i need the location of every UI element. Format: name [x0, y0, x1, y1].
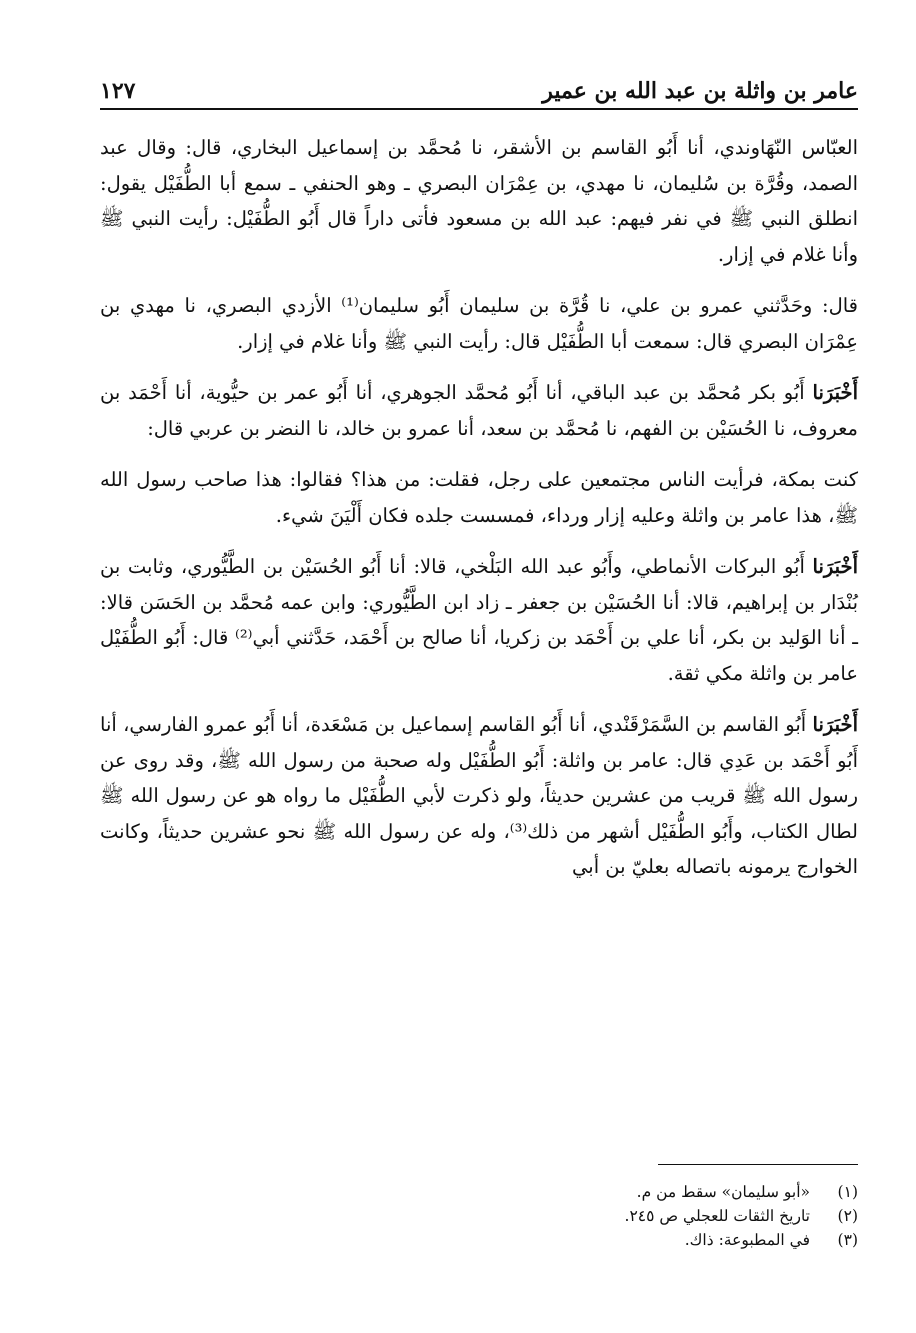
header-divider	[100, 108, 858, 110]
running-header	[100, 60, 858, 104]
footnote-divider	[658, 1164, 858, 1165]
main-text	[100, 130, 858, 901]
paragraph-6	[100, 707, 858, 885]
footnote-number: (١)	[837, 1183, 858, 1201]
paragraph-lead: أَخْبَرَنا	[812, 381, 858, 404]
footnote-2	[100, 1204, 858, 1228]
footnote-number: (٣)	[837, 1231, 858, 1249]
paragraph-lead: أَخْبَرَنا	[812, 555, 858, 578]
footnote-number: (٢)	[837, 1207, 858, 1225]
footnote-text: «أبو سليمان» سقط من م.	[636, 1183, 810, 1201]
paragraph-2	[100, 288, 858, 359]
header-title: عامر بن واثلة بن عبد الله بن عمير	[542, 78, 858, 104]
paragraph-text: كنت بمكة، فرأيت الناس مجتمعين على رجل، فقلت: من هذا؟ فقالوا: هذا صاحب رسول الله ﷺ، هذا عامر بن واثلة وعليه إزار ورداء، فمسست جلده فكان أَلْيَنَ شيء.	[100, 468, 858, 527]
footnote-text: في المطبوعة: ذاك.	[684, 1231, 810, 1249]
paragraph-text: قال: وحَدَّثني عمرو بن علي، نا قُرَّة بن سليمان أَبُو سليمان⁽¹⁾ الأزدي البصري، نا مهدي بن عِمْرَان البصري قال: سمعت أبا الطُّفَيْل قال: رأيت النبي ﷺ وأنا غلام في إزار.	[100, 294, 859, 353]
paragraph-3	[100, 375, 858, 446]
paragraph-text: أَبُو البركات الأنماطي، وأَبُو عبد الله البَلْخي، قالا: أنا أَبُو الحُسَيْن بن الطَّيُّوري، وثابت بن بُنْدَار بن إبراهيم، قالا: أنا الحُسَيْن بن جعفر ـ زاد ابن الطَّيُّوري: وابن عمه مُحمَّد بن الحَسَن قالا: ـ أنا الوَليد بن بكر، أنا علي بن أَحْمَد بن زكريا، أنا صالح بن أَحْمَد، حَدَّثني أبي⁽²⁾ قال: أَبُو الطُّفَيْل عامر بن واثلة مكي ثقة.	[100, 555, 858, 685]
paragraph-1	[100, 130, 858, 272]
page-number: ١٢٧	[100, 78, 136, 104]
paragraph-text: أَبُو القاسم بن السَّمَرْقَنْدي، أنا أَبُو القاسم إسماعيل بن مَسْعَدة، أنا أَبُو عمرو الفارسي، أنا أَبُو أَحْمَد بن عَدِي قال: عامر بن واثلة: أَبُو الطُّفَيْل وله صحبة من رسول الله ﷺ، وقد روى عن رسول الله ﷺ قريب من عشرين حديثاً، ولو ذكرت لأبي الطُّفَيْل ما رواه هو عن رسول الله ﷺ لطال الكتاب، وأَبُو الطُّفَيْل أشهر من ذلك⁽³⁾، وله عن رسول الله ﷺ نحو عشرين حديثاً، وكانت الخوارج يرمونه باتصاله بعليّ بن أبي	[100, 713, 858, 878]
paragraph-text: أَبُو بكر مُحمَّد بن عبد الباقي، أنا أَبُو مُحمَّد الجوهري، أنا أَبُو عمر بن حيُّوية، أنا أَحْمَد بن معروف، نا الحُسَيْن بن الفهم، نا مُحمَّد بن سعد، أنا عمرو بن خالد، نا النضر بن عربي قال:	[100, 381, 858, 440]
paragraph-text: العبّاس النّهَاوندي، أنا أَبُو القاسم بن الأشقر، نا مُحمَّد بن إسماعيل البخاري، قال: وقال عبد الصمد، وقُرَّة بن سُليمان، نا مهدي، بن عِمْرَان البصري ـ وهو الحنفي ـ سمع أبا الطُّفَيْل يقول: انطلق النبي ﷺ في نفر فيهم: عبد الله بن مسعود فأتى داراً قال أَبُو الطُّفَيْل: رأيت النبي ﷺ وأنا غلام في إزار.	[100, 136, 858, 266]
paragraph-lead: أَخْبَرَنا	[812, 713, 858, 736]
paragraph-4	[100, 462, 858, 533]
footnote-3	[100, 1228, 858, 1252]
paragraph-5	[100, 549, 858, 691]
footnotes	[100, 1180, 858, 1252]
footnote-text: تاريخ الثقات للعجلي ص ٢٤٥.	[624, 1207, 810, 1225]
footnote-1	[100, 1180, 858, 1204]
